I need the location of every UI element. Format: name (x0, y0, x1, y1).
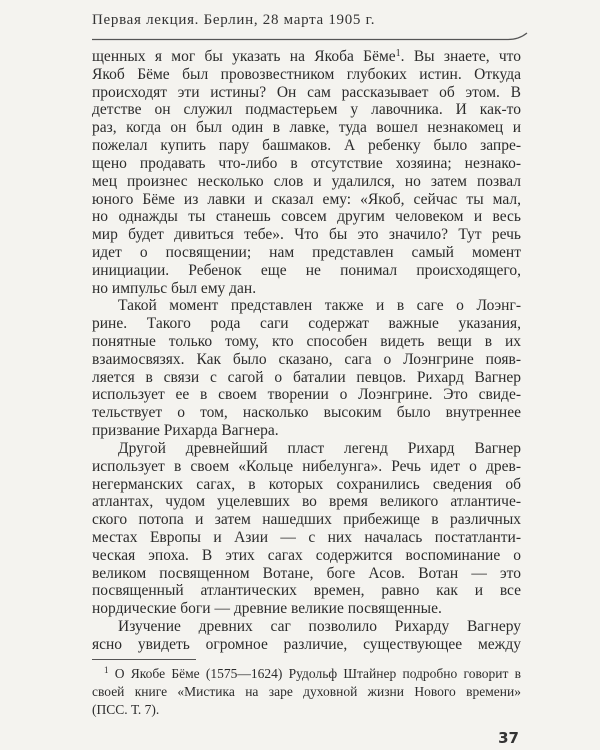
body-line (92, 48, 521, 66)
body-line: атлантах, чудом уцелевших во время великого атлантиче- (92, 493, 521, 511)
body-line: мир будет дивиться тебе». Что бы это значило? Тут речь (92, 226, 521, 244)
body-line: местах Европы и Азии — с них началась постатланти- (92, 528, 521, 546)
footnote-text: О Якобе Бёме (1575—1624) Рудольф Штайнер подробно говорит в (114, 666, 521, 681)
body-line: Другой древнейший пласт легенд Рихард Вагнер (118, 439, 521, 457)
page-number: 37 (498, 729, 519, 747)
footnote-reference: 1 (395, 48, 401, 59)
body-line: идет о посвящении; нам представлен самый момент (92, 243, 521, 261)
body-line: мец произнес несколько слов и удалился, но затем позвал (92, 172, 521, 190)
body-line: рине. Такого рода саги содержат важные указания, (92, 315, 521, 333)
body-line: тельствует о том, насколько высоким было внутреннее (92, 404, 521, 422)
body-line: но однажды ты станешь совсем другим человеком и весь (92, 208, 521, 226)
body-line: ческая эпоха. В этих сагах содержится воспоминание о (92, 546, 521, 564)
footnote-line: (ПСС. Т. 7). (92, 702, 160, 717)
body-line: раз, когда он был один в лавке, туда вошел незнакомец и (92, 119, 521, 137)
body-line: Такой момент представлен также и в саге о Лоэнг- (118, 297, 521, 315)
body-line: Изучение древних саг позволило Рихарду Вагнеру (118, 618, 521, 635)
footnote-line (92, 665, 521, 683)
paragraph-1 (92, 48, 521, 297)
body-line: ляется в связи с сагой о баталии певцов. Рихард Вагнер (92, 368, 521, 386)
footnote (92, 665, 521, 719)
body-line: использует в своем «Кольце нибелунга». Речь идет о древ- (92, 457, 521, 475)
body-line: негерманских сагах, в которых сохранились сведения об (92, 475, 521, 493)
body-line: посвященный атлантических времен, равно как и все (92, 582, 521, 600)
body-line: происходят эти истины? Он сам рассказывает об этом. В (92, 83, 521, 101)
body-line: щено продавать что-либо в отсутствие хозяина; незнако- (92, 154, 521, 172)
body-line: юного Бёме из лавки и сказал ему: «Якоб, сейчас ты мал, (92, 190, 521, 208)
paragraph-4 (92, 618, 521, 654)
header-rule (0, 0, 600, 50)
body-line: ясно увидеть огромное различие, существующее между (92, 635, 521, 653)
running-title: Первая лекция. Берлин, 28 марта 1905 г. (92, 12, 376, 28)
body-line: нордические боги — древние великие посвященные. (92, 600, 442, 618)
paragraph-3 (92, 440, 521, 618)
body-line: инициации. Ребенок еще не понимал происходящего, (92, 261, 521, 279)
line-text: . Вы знаете, что (400, 48, 521, 65)
body-line: призвание Рихарда Вагнера. (92, 422, 279, 440)
body-line: детстве он служил подмастерьем у лавочника. И как-то (92, 101, 521, 119)
body-line: но импульс был ему дан. (92, 279, 257, 297)
footnote-rule (92, 659, 196, 660)
body-line: Якоб Бёме был провозвестником глубоких истин. Откуда (92, 65, 521, 83)
footnote-marker: 1 (104, 665, 109, 675)
body-text (92, 48, 521, 654)
body-line: великом посвященном Вотане, боге Асов. Вотан — это (92, 564, 521, 582)
body-line: взаимосвязях. Как было сказано, сага о Лоэнгрине появ- (92, 350, 521, 368)
body-line: использует ее в своем творении о Лоэнгрине. Это свиде- (92, 386, 521, 404)
body-line: понятные только тому, кто способен видеть вещи в их (92, 333, 521, 350)
body-line: пожелал купить пару башмаков. А ребенку было запре- (92, 137, 521, 155)
footnote-line: своей книге «Мистика на заре духовной жизни Нового времени» (92, 684, 521, 699)
paragraph-2 (92, 297, 521, 440)
line-text: щенных я мог бы указать на Якоба Бёме (92, 48, 396, 65)
body-line: ского потопа и затем нашедших прибежище в различных (92, 511, 521, 529)
